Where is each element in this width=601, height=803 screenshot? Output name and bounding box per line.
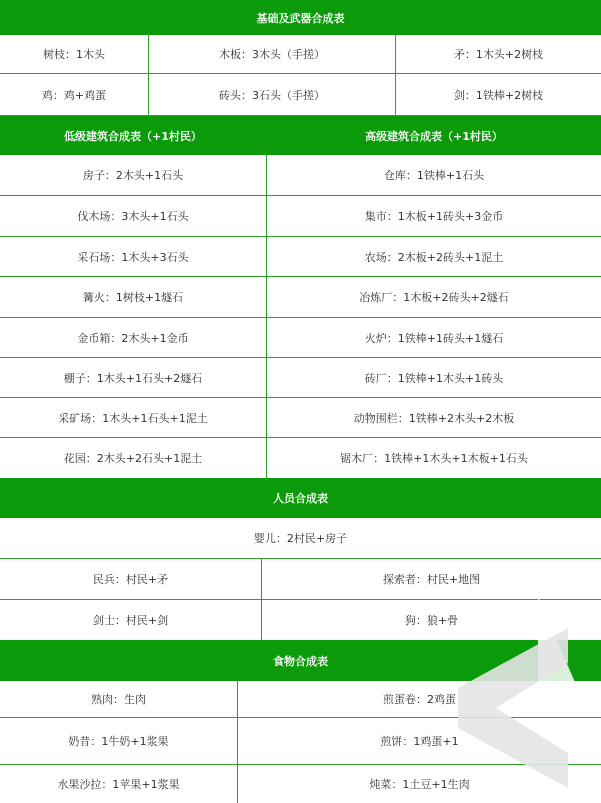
table-row <box>0 237 601 277</box>
basic-weapons-title: 基础及武器合成表 <box>256 11 345 25</box>
recipe-cell: 树枝：1木头 <box>43 48 105 61</box>
people-header <box>0 478 601 518</box>
recipe-cell: 矛：1木头+2树枝 <box>453 48 544 61</box>
recipe-cell: 仓库：1铁棒+1石头 <box>383 169 485 182</box>
recipe-cell: 熟肉：生肉 <box>91 693 146 706</box>
recipe-cell: 鸡：鸡+鸡蛋 <box>41 88 107 102</box>
recipe-cell: 采石场：1木头+3石头 <box>77 250 189 264</box>
table-row <box>0 438 601 478</box>
basic-weapons-header <box>0 0 601 35</box>
food-title: 食物合成表 <box>273 654 328 668</box>
recipe-cell: 煎饼：1鸡蛋+1 <box>380 735 459 748</box>
recipe-cell: 砖头：3石头（手搓） <box>219 88 325 102</box>
recipe-cell: 冶炼厂：1木板+2砖头+2燧石 <box>359 291 509 304</box>
recipe-cell: 奶昔：1牛奶+1浆果 <box>68 735 169 748</box>
recipe-cell: 金币箱：2木头+1金币 <box>77 331 189 345</box>
table-row <box>0 74 601 116</box>
recipe-cell: 婴儿：2村民+房子 <box>253 532 348 545</box>
people-title: 人员合成表 <box>273 492 328 505</box>
recipe-cell: 房子：2木头+1石头 <box>82 169 184 182</box>
table-row <box>0 358 601 398</box>
recipe-cell: 火炉：1铁棒+1砖头+1燧石 <box>364 331 504 345</box>
watermark-logo <box>418 588 601 803</box>
low-buildings-title: 低级建筑合成表（+1村民） <box>64 129 202 143</box>
recipe-cell: 砖厂：1铁棒+1木头+1砖头 <box>364 371 504 385</box>
recipe-cell: 剑：1铁棒+2树枝 <box>453 88 544 102</box>
table-row <box>0 277 601 318</box>
recipe-cell: 炖菜：1土豆+1生肉 <box>369 778 470 791</box>
recipe-cell: 花园：2木头+2石头+1泥土 <box>63 452 203 465</box>
table-row <box>0 398 601 438</box>
table-row <box>0 196 601 237</box>
recipe-cell: 水果沙拉：1苹果+1浆果 <box>57 778 180 791</box>
recipe-cell: 探索者：村民+地图 <box>382 573 481 586</box>
recipe-cell: 采矿场：1木头+1石头+1泥土 <box>58 411 208 425</box>
recipe-cell: 狗：狼+骨 <box>404 614 459 627</box>
high-buildings-title: 高级建筑合成表（+1村民） <box>365 129 503 143</box>
recipe-cell: 伐木场：3木头+1石头 <box>77 210 189 223</box>
buildings-header <box>0 116 601 155</box>
recipe-cell: 锯木厂：1铁棒+1木头+1木板+1石头 <box>340 452 528 465</box>
recipe-cell: 煎蛋卷：2鸡蛋 <box>383 693 456 706</box>
table-row <box>0 318 601 358</box>
recipe-cell: 民兵：村民+矛 <box>92 573 169 586</box>
recipe-cell: 集市：1木板+1砖头+3金币 <box>364 210 504 223</box>
table-row <box>0 155 601 196</box>
recipe-cell: 棚子：1木头+1石头+2燧石 <box>63 371 203 385</box>
recipe-cell: 动物围栏：1铁棒+2木头+2木板 <box>353 411 515 425</box>
recipe-cell: 木板：3木头（手搓） <box>219 48 325 61</box>
recipe-cell: 篝火：1树枝+1燧石 <box>82 291 184 304</box>
recipe-cell: 农场：2木板+2砖头+1泥土 <box>364 250 504 264</box>
table-row <box>0 35 601 74</box>
recipe-cell: 剑士：村民+剑 <box>92 614 169 627</box>
table-row <box>0 518 601 559</box>
